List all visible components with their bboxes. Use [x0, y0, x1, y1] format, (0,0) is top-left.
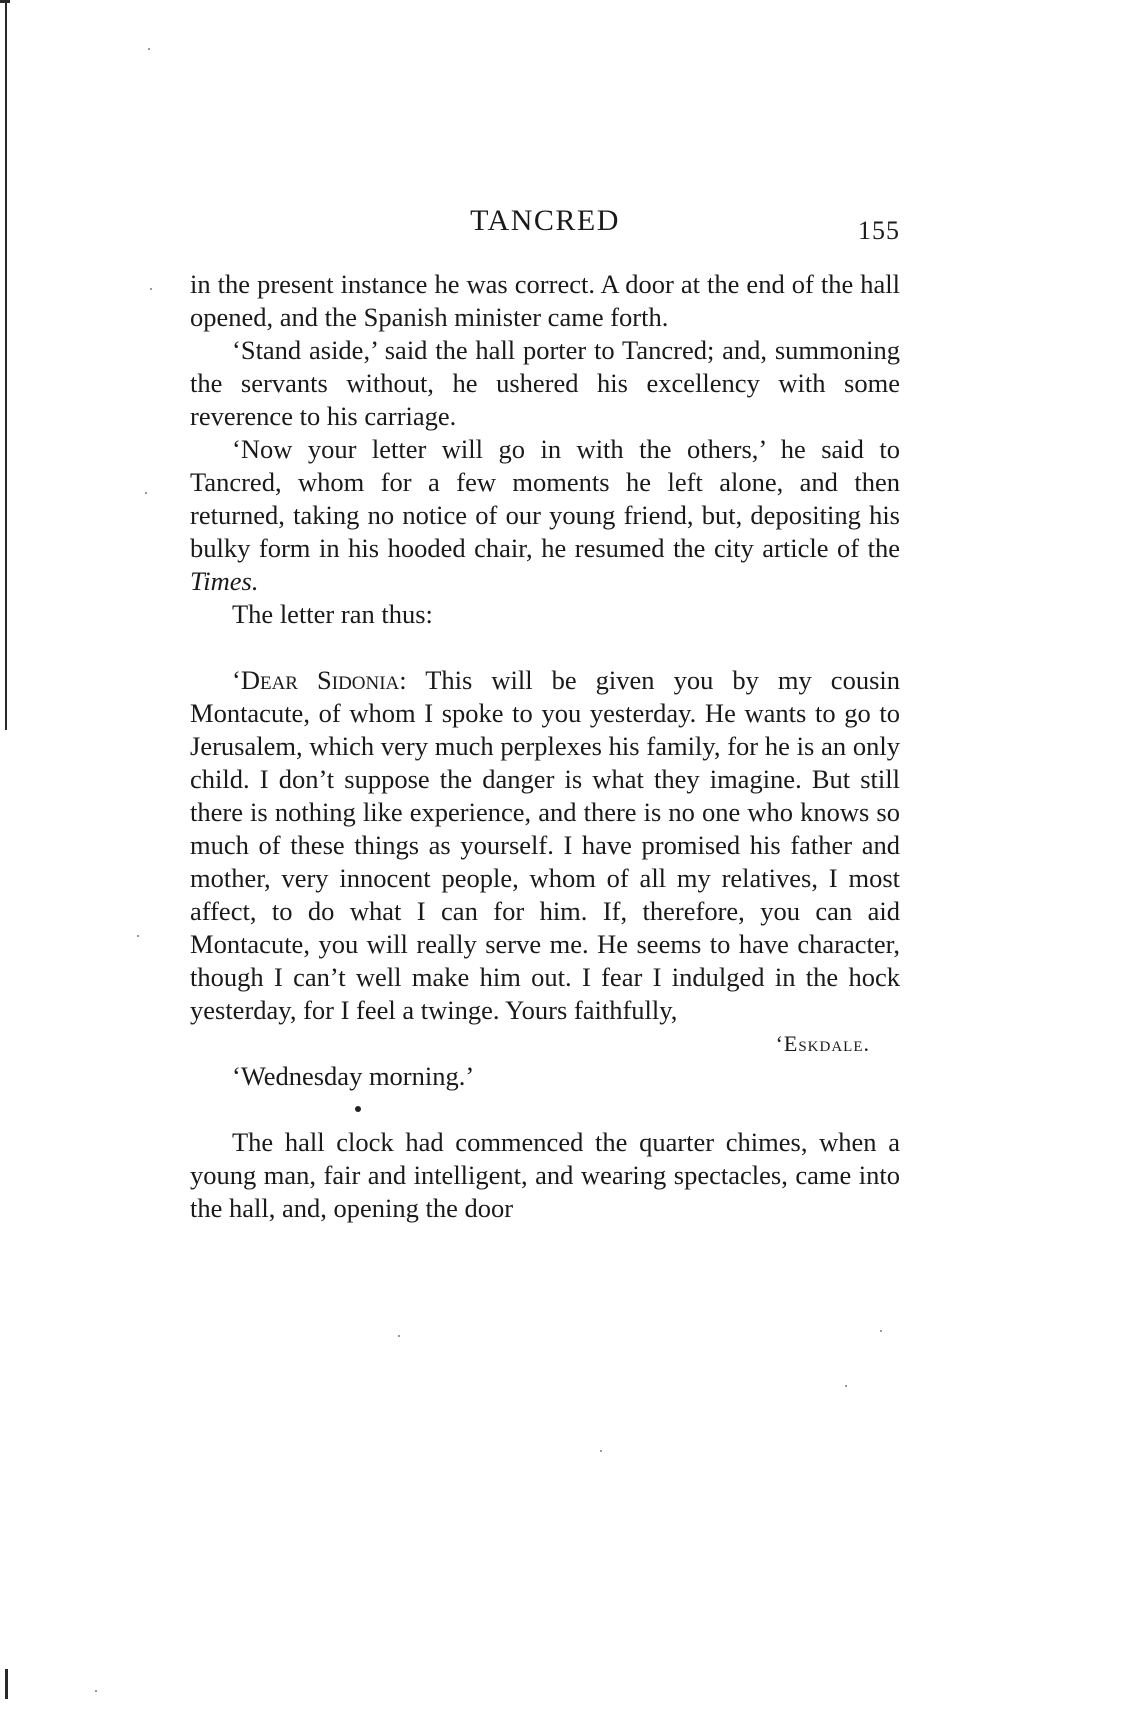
- italic-title: Times.: [190, 566, 259, 596]
- spacer: [190, 631, 900, 664]
- spacer: [190, 1093, 900, 1126]
- paragraph: [190, 433, 900, 598]
- scan-edge-mark: [5, 1669, 8, 1699]
- page-header: [190, 204, 900, 244]
- letter-text: This will be given you by my cousin Montacute, of whom I spoke to you yesterday. He wants to go to Jerusalem, which very much perplexes his family, for he is an only child. I don’t suppose the danger is what they imagine. But still there is nothing like experience, and there is no one who knows so much of these things as yourself. I have promised his father and mother, very innocent people, whom of all my relatives, I most affect, to do what I can for him. If, therefore, you can aid Montacute, you will really serve me. He seems to have character, though I can’t well make him out. I fear I indulged in the hock yesterday, for I feel a twinge. Yours faithfully,: [190, 665, 900, 1025]
- paragraph: ‘Stand aside,’ said the hall porter to Tancred; and, summoning the servants without, he ushered his excellency with some reverence to his carriage.: [190, 335, 900, 431]
- paragraph: in the present instance he was correct. A door at the end of the hall opened, and the Spanish minister came forth.: [190, 269, 900, 332]
- paragraph-text: ‘Now your letter will go in with the others,’ he said to Tancred, whom for a few moments he left alone, and then returned, taking no notice of our young friend, but, depositing his bulky form in his hooded chair, he resumed the city article of the: [190, 434, 900, 563]
- scan-speck: [145, 492, 147, 494]
- page-body: [190, 268, 900, 1225]
- scan-speck: [150, 288, 152, 290]
- scan-speck: [398, 1335, 400, 1337]
- scan-speck: [95, 1690, 97, 1692]
- scan-speck: [137, 935, 139, 937]
- scan-speck: [148, 48, 150, 50]
- letter-signature: ‘Eskdale.: [775, 1031, 870, 1056]
- paragraph: The letter ran thus:: [232, 599, 433, 629]
- scan-speck: [845, 1385, 847, 1387]
- scan-speck: [880, 1330, 882, 1332]
- scan-speck: [600, 1450, 602, 1452]
- scan-edge-line: [5, 0, 7, 730]
- running-title: TANCRED: [470, 204, 620, 237]
- letter-open-quote: ‘: [232, 665, 241, 695]
- page-number: 155: [858, 216, 900, 245]
- letter-date: ‘Wednesday morning.’: [232, 1061, 475, 1091]
- paragraph: The hall clock had commenced the quarter chimes, when a young man, fair and intelligent, and wearing spectacles, came into the hall, and, opening the door: [190, 1127, 900, 1223]
- letter-body: [190, 664, 900, 1027]
- letter-salutation: Dear Sidonia:: [240, 665, 407, 695]
